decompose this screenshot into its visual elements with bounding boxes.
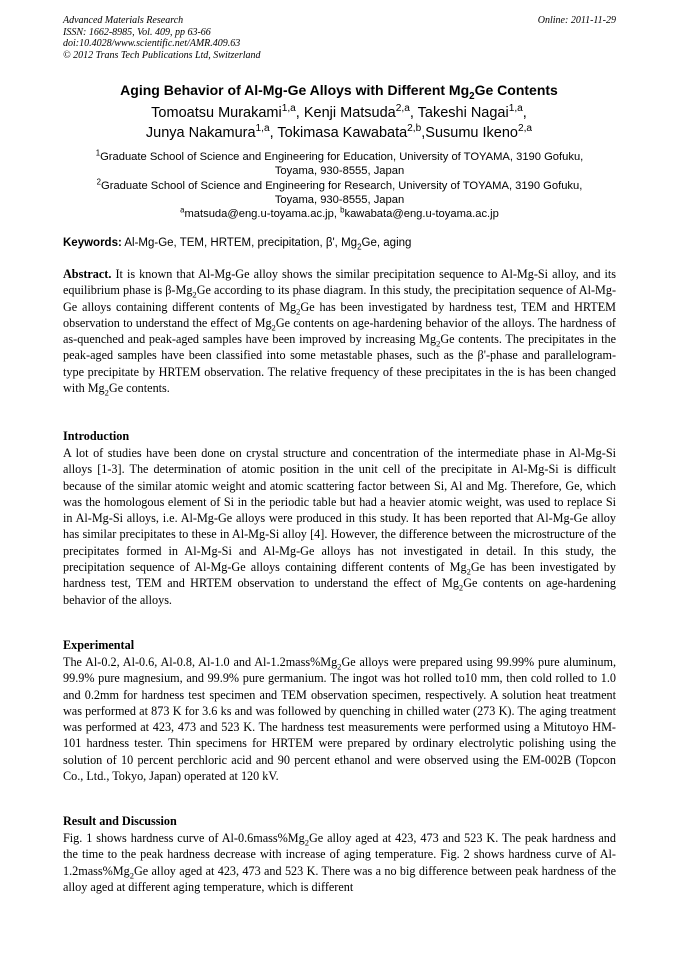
- paper-title: Aging Behavior of Al-Mg-Ge Alloys with Different $Mg_2Ge$ Contents: [120, 82, 558, 102]
- journal-name: Advanced Materials Research: [63, 15, 184, 26]
- abstract-paragraph: Abstract. It is known that Al-Mg-Ge alloy shows the similar precipitation sequence to Al-Mg-Si alloy, and its equilibrium phase is $\beta-Mg_2Ge$ according to its phase diagram. In this study, the precipitation sequence of Al-Mg-Ge alloys containing different contents of $Mg_2Ge$ has been investigated by hardness test, TEM and HRTEM observation to understand the effect of $Mg_2Ge$ contents on age-hardening behavior of the alloys. The hardness of as-quenched and peak-aged samples have been improved by increasing $Mg_2Ge$ contents. The precipitates in the peak-aged samples have been classified into some metastable phases, such as the β'-phase and parallelogram-type precipitate by HRTEM observation. The relative frequency of these precipitates in the is has been changed with $Mg_2Ge$ contents.: [63, 267, 617, 398]
- author-name: Tokimasa Kawabata: [277, 125, 408, 141]
- online-date: Online: 2011-11-29: [537, 15, 616, 26]
- author-name: Takeshi Nagai: [417, 105, 509, 121]
- issn-line: ISSN: 1662-8985, Vol. 409, pp 63-66: [63, 26, 211, 38]
- author-name: Kenji Matsuda: [303, 105, 396, 121]
- keywords: Keywords: Al-Mg-Ge, TEM, HRTEM, precipitation, β', $Mg_2Ge$, aging: [63, 237, 412, 252]
- introduction-heading: Introduction: [63, 429, 130, 443]
- doi-line: doi:10.4028/www.scientific.net/AMR.409.63: [63, 38, 241, 49]
- experimental-heading: Experimental: [63, 638, 135, 652]
- author-name: Susumu Ikeno: [425, 125, 518, 141]
- affiliation-2: $^2$Graduate School of Science and Engineering for Research, University of TOYAMA, 3190 Gofuku,: [96, 176, 583, 192]
- author-list: Tomoatsu Murakami$^{1,a}$, Kenji Matsuda$^{2,a}$, Takeshi Nagai$^{1,a}$, Junya Nakamura$^{1,a}$, Tokimasa Kawabata$^{2,b}$,Susumu Ikeno$^{2,a}$: [145, 103, 533, 141]
- author-name: Junya Nakamura: [145, 125, 256, 141]
- copyright-line: © 2012 Trans Tech Publications Ltd, Switzerland: [63, 49, 261, 61]
- email-line: $^a$matsuda@eng.u-toyama.ac.jp, $^b$kawabata@eng.u-toyama.ac.jp: [180, 205, 499, 221]
- introduction-paragraph: A lot of studies have been done on crystal structure and concentration of the intermediate phase in Al-Mg-Si alloys [1-3]. The determination of atomic position in the unit cell of the precipitate in Al-Mg-Si is difficult because of the similar atomic weight and atomic scattering factor between Si, Al and Mg. Therefore, Ge, which was the homologous element of Si in the periodic table but had a heavier atomic weight, was used to replace Si in Al-Mg-Si alloys, i.e. Al-Mg-Ge alloys were produced in this study. It has been reported that Al-Mg-Ge alloy has similar precipitates to these in Al-Mg-Si alloy [4]. However, the difference between the microstructure of the precipitates formed in Al-Mg-Si and Al-Mg-Ge alloys has not investigated in detail. In this study, the precipitation sequence of Al-Mg-Ge alloys containing different contents of $Mg_2Ge$ has been investigated by hardness test, TEM and HRTEM observation to understand the effect of $Mg_2Ge$ contents on age-hardening behavior of the alloys.: [63, 446, 617, 607]
- results-paragraph: Fig. 1 shows hardness curve of $Al-0.6mass\%Mg_2Ge$ alloy aged at 423, 473 and 523 K. The peak hardness and the time to the peak hardness decrease with increase of aging temperature. Fig. 2 shows hardness curve of $Al-1.2mass\%Mg_2Ge$ alloy aged at 423, 473 and 523 K. There was a no big difference between peak hardness of the alloy aged at different aging temperature, which is different: [63, 831, 616, 894]
- affiliation-1: $^1$Graduate School of Science and Engineering for Education, University of TOYAMA, 3190 Gofuku,: [95, 148, 584, 163]
- results-heading: Result and Discussion: [63, 814, 177, 828]
- affiliations: $^1$Graduate School of Science and Engineering for Education, University of TOYAMA, 3190 Gofuku, Toyama, 930-8555, Japan $^2$Graduate School of Science and Engineering for Research, University of TOYAMA, 3190 Gofuku, Toyama, 930-8555, Japan $^a$matsuda@eng.u-toyama.ac.jp, $^b$kawabata@eng.u-toyama.ac.jp: [63, 150, 616, 221]
- journal-header: [63, 15, 616, 61]
- experimental-paragraph: The Al-0.2, Al-0.6, Al-0.8, Al-1.0 and $Al-1.2mass\%Mg_2Ge$ alloys were prepared using 99.99% pure aluminum, 99.9% pure magnesium, and 99.9% pure germanium. The ingot was hot rolled to10 mm, then cold rolled to 1.0 and 0.2mm for hardness test specimen and TEM observation specimen, respectively. A solution heat treatment was performed at 873 K for 3.6 ks and was followed by quenching in chilled water (273 K). The aging treatment was performed at 423, 473 and 523 K. The hardness test measurements were performed using a Mitutoyo HM-101 hardness tester. Thin specimens for HRTEM were prepared by ordinary electrolytic polishing using the solution of 10 percent perchloric acid and 90 percent ethanol and were observed using the EM-002B (Topcon Co., Ltd., Tokyo, Japan) operated at 120 kV.: [63, 655, 616, 784]
- author-name: Tomoatsu Murakami: [151, 105, 282, 121]
